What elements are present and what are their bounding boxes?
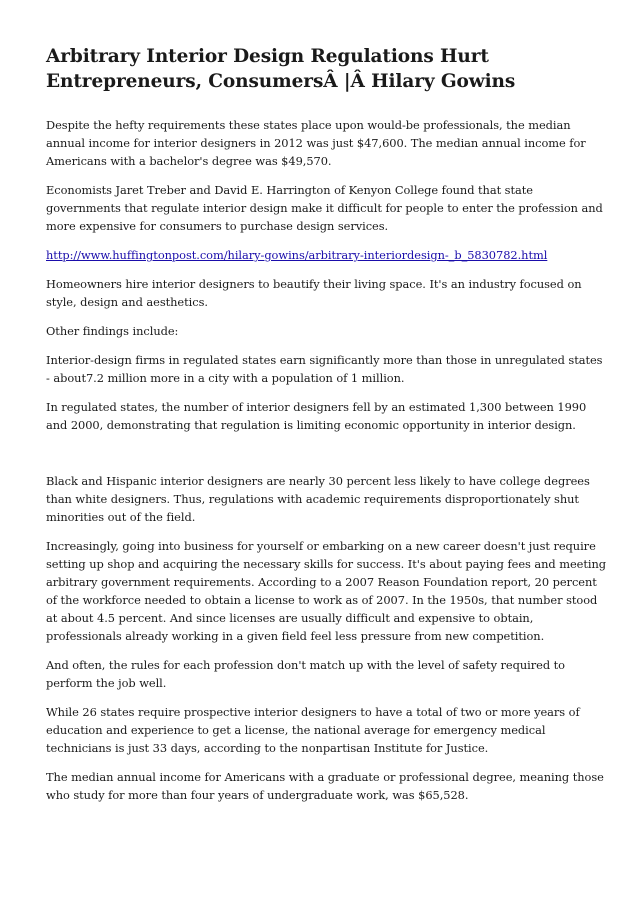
paragraph-designers-fell: In regulated states, the number of interior designers fell by an estimated 1,300 between 1990 and 2000, demonstrating that regulation is limiting economic opportunity in interior design. bbox=[46, 400, 587, 432]
blank-gap bbox=[46, 445, 606, 472]
source-link-paragraph bbox=[46, 246, 606, 264]
paragraph-homeowners: Homeowners hire interior designers to beautify their living space. It's an industry focused on style, design and aesthetics. bbox=[46, 277, 582, 309]
paragraph-other-findings: Other findings include: bbox=[46, 324, 179, 338]
document-page bbox=[46, 44, 606, 815]
paragraph-regulated-firms: Interior-design firms in regulated states earn significantly more than those in unregulated states - about7.2 million more in a city with a population of 1 million. bbox=[46, 353, 603, 385]
paragraph-median-income: Despite the hefty requirements these states place upon would-be professionals, the median annual income for interior designers in 2012 was just $47,600. The median annual income for Americans with a bachelor's degree was $49,570. bbox=[46, 118, 586, 168]
paragraph-graduate-income: The median annual income for Americans with a graduate or professional degree, meaning those who study for more than four years of undergraduate work, was $65,528. bbox=[46, 770, 604, 802]
paragraph-26-states: While 26 states require prospective interior designers to have a total of two or more years of education and experience to get a license, the national average for emergency medical technicians is just 33 days, according to the nonpartisan Institute for Justice. bbox=[46, 705, 580, 755]
paragraph-minorities: Black and Hispanic interior designers are nearly 30 percent less likely to have college degrees than white designers. Thus, regulations with academic requirements disproportionately shut minorities out of the field. bbox=[46, 474, 590, 524]
document-title: Arbitrary Interior Design Regulations Hurt Entrepreneurs, ConsumersÂ |Â Hilary Gowins bbox=[46, 46, 516, 92]
paragraph-safety-rules: And often, the rules for each profession don't match up with the level of safety required to perform the job well. bbox=[46, 658, 565, 690]
paragraph-economists: Economists Jaret Treber and David E. Harrington of Kenyon College found that state governments that regulate interior design make it difficult for people to enter the profession and more expensive for consumers to purchase design services. bbox=[46, 183, 603, 233]
paragraph-licensing: Increasingly, going into business for yourself or embarking on a new career doesn't just require setting up shop and acquiring the necessary skills for success. It's about paying fees and meeting arbitrary government requirements. According to a 2007 Reason Foundation report, 20 percent of the workforce needed to obtain a license to work as of 2007. In the 1950s, that number stood at about 4.5 percent. And since licenses are usually difficult and expensive to obtain, professionals already working in a given field feel less pressure from new competition. bbox=[46, 539, 606, 643]
source-link[interactable]: http://www.huffingtonpost.com/hilary-gowins/arbitrary-interiordesign-_b_5830782.html bbox=[46, 248, 548, 262]
